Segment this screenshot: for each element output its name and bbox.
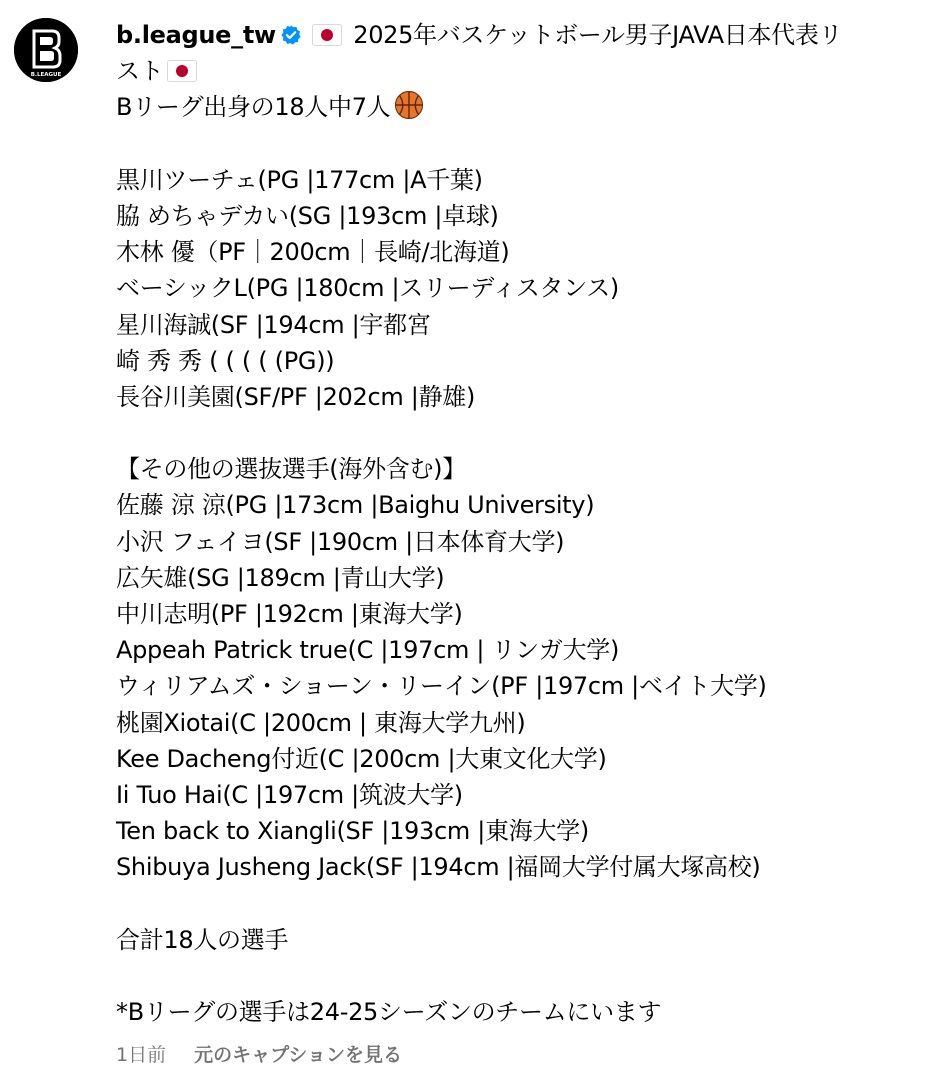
- caption-title-line-1: [116, 17, 916, 53]
- other-player-line: 桃園Xiotai(C |200cm | 東海大学九州): [116, 708, 526, 737]
- caption-title-part-2: スト: [116, 57, 164, 86]
- post-timestamp[interactable]: 1日前: [116, 1044, 167, 1066]
- b-league-avatar[interactable]: [14, 18, 78, 82]
- other-player-line: 中川志明(PF |192cm |東海大学): [116, 600, 463, 628]
- bleague-player-line: 星川海誠(SF |194cm |宇都宮: [116, 310, 431, 339]
- caption-subtitle-line: [116, 89, 916, 125]
- caption-spacer: [116, 126, 916, 162]
- bleague-player-line: 長谷川美園(SF/PF |202cm |静雄): [116, 382, 476, 411]
- other-player-line: ウィリアムズ・ショーン・リーイン(PF |197cm |ベイト大学): [116, 672, 767, 701]
- basketball-icon: [394, 90, 424, 130]
- caption-total: 合計18人の選手: [116, 925, 289, 954]
- post-meta-row: [116, 1040, 402, 1067]
- bleague-player-line: 崎 秀 秀 ( ( ( ( (PG)): [116, 346, 335, 375]
- bleague-player-line: 木林 優（PF｜200cm｜長崎/北海道): [116, 238, 510, 267]
- caption-spacer: [116, 415, 916, 451]
- other-player-line: Ten back to Xiangli(SF |193cm |東海大学): [116, 817, 589, 846]
- verified-badge-icon: [280, 20, 302, 56]
- caption-spacer: [116, 958, 916, 994]
- caption-spacer: [116, 886, 916, 922]
- caption-note: *Bリーグの選手は24-25シーズンのチームにいます: [116, 998, 662, 1027]
- bleague-player-line: 黒川ツーチェ(PG |177cm |A千葉): [116, 165, 483, 194]
- other-player-line: 広矢雄(SG |189cm |青山大学): [116, 563, 445, 592]
- other-player-line: 小沢 フェイヨ(SF |190cm |日本体育大学): [116, 527, 565, 556]
- japan-flag-icon: [312, 20, 342, 56]
- japan-flag-icon: [167, 56, 197, 92]
- caption-title-line-2: [116, 53, 916, 89]
- bleague-player-line: ベーシックL(PG |180cm |スリーディスタンス): [116, 274, 619, 303]
- see-original-caption-button[interactable]: 元のキャプションを見る: [194, 1044, 403, 1066]
- b-league-logo-icon: [14, 18, 78, 82]
- other-player-line: Ii Tuo Hai(C |197cm |筑波大学): [116, 780, 463, 809]
- bleague-player-line: 脇 めちゃデカい(SG |193cm |卓球): [116, 201, 499, 230]
- avatar-logo-text: B.LEAGUE: [30, 72, 62, 78]
- other-player-line: 佐藤 涼 涼(PG |173cm |Baighu University): [116, 491, 595, 520]
- caption-subtitle: Bリーグ出身の18人中7人: [116, 93, 391, 122]
- others-section-header: 【その他の選抜選手(海外含む)】: [116, 455, 466, 484]
- other-player-line: Appeah Patrick true(C |197cm | リンガ大学): [116, 636, 620, 665]
- other-player-line: Shibuya Jusheng Jack(SF |194cm |福岡大学付属大塚高校): [116, 853, 761, 882]
- caption-title-part-1: 2025年バスケットボール男子JAVA日本代表リ: [353, 21, 843, 49]
- other-player-line: Kee Dacheng付近(C |200cm |大東文化大学): [116, 744, 607, 773]
- username-link[interactable]: b.league_tw: [116, 21, 276, 49]
- caption-text: [116, 17, 916, 1030]
